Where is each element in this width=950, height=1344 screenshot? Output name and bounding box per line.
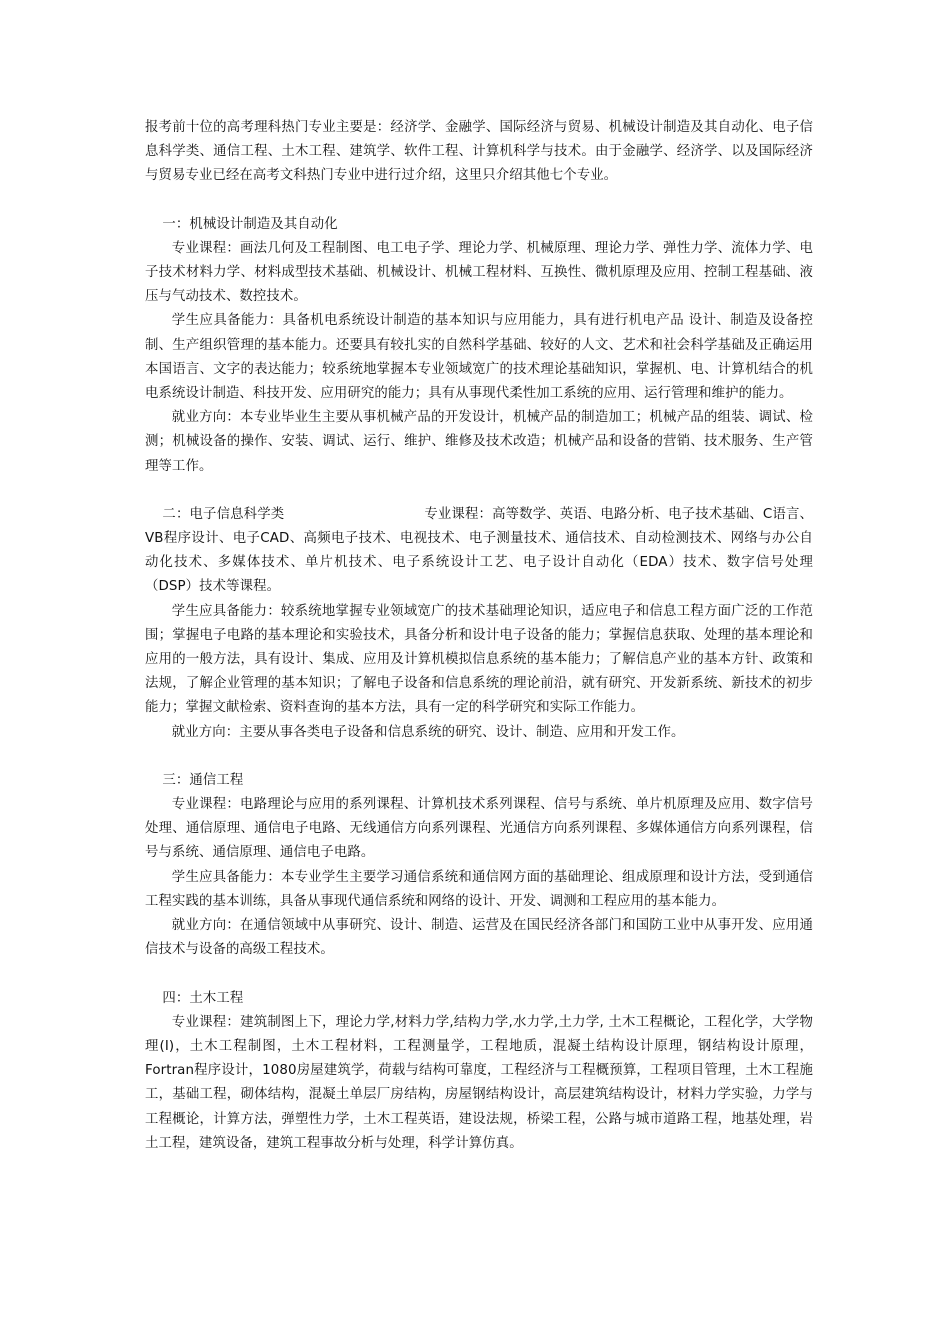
courses-civil: 专业课程：建筑制图上下，理论力学,材料力学,结构力学,水力学,土力学, 土木工程概论，工程化学，大学物理(I)，土木工程制图，土木工程材料，工程测量学，工程地质，混凝土结构设计原理，钢结构设计原理，Fortran程序设计，1080房屋建筑学，荷载与结构可靠度，工程经济与工程概预算，工程项目管理，土木工程施工，基础工程，砌体结构，混凝土单层厂房结构，房屋钢结构设计，高层建筑结构设计，材料力学实验，力学与工程概论，计算方法，弹塑性力学，土木工程英语，建设法规，桥梁工程，公路与城市道路工程，地基处理，岩土工程，建筑设备，建筑工程事故分析与处理，科学计算仿真。 <box>145 1014 813 1151</box>
section-gap <box>145 963 813 987</box>
section-gap <box>145 479 813 503</box>
abilities-telecom: 学生应具备能力：本专业学生主要学习通信系统和通信网方面的基础理论、组成原理和设计方法，受到通信工程实践的基本训练，具备从事现代通信系统和网络的设计、开发、调测和工程应用的基本能力。 <box>145 869 813 909</box>
section-gap <box>145 745 813 769</box>
courses-electronics: 专业课程：高等数学、英语、电路分析、电子技术基础、C语言、VB程序设计、电子CAD、高频电子技术、电视技术、电子测量技术、通信技术、自动检测技术、网络与办公自动化技术、多媒体技术、单片机技术、电子系统设计工艺、电子设计自动化（EDA）技术、数字信号处理（DSP）技术等课程。 <box>145 506 813 595</box>
intro-paragraph: 报考前十位的高考理科热门专业主要是：经济学、金融学、国际经济与贸易、机械设计制造及其自动化、电子信息科学类、通信工程、土木工程、建筑学、软件工程、计算机科学与技术。由于金融学、经济学、以及国际经济与贸易专业已经在高考文科热门专业中进行过介绍，这里只介绍其他七个专业。 <box>145 120 813 184</box>
career-mechanical: 就业方向：本专业毕业生主要从事机械产品的开发设计，机械产品的制造加工；机械产品的组装、调试、检测；机械设备的操作、安装、调试、运行、维护、维修及技术改造；机械产品和设备的营销、技术服务、生产管理等工作。 <box>145 410 813 474</box>
section-heading-telecom: 三：通信工程 <box>162 772 244 788</box>
abilities-electronics: 学生应具备能力：较系统地掌握专业领域宽广的技术基础理论知识，适应电子和信息工程方面广泛的工作范围；掌握电子电路的基本理论和实验技术，具备分析和设计电子设备的能力；掌握信息获取、处理的基本理论和应用的一般方法，具有设计、集成、应用及计算机模拟信息系统的基本能力；了解信息产业的基本方针、政策和法规，了解企业管理的基本知识；了解电子设备和信息系统的理论前沿，就有研究、开发新系统、新技术的初步能力；掌握文献检索、资料查询的基本方法，具有一定的科学研究和实际工作能力。 <box>145 603 813 716</box>
courses-telecom: 专业课程：电路理论与应用的系列课程、计算机技术系列课程、信号与系统、单片机原理及应用、数字信号处理、通信原理、通信电子电路、无线通信方向系列课程、光通信方向系列课程、多媒体通信方向系列课程，信号与系统、通信原理、通信电子电路。 <box>145 797 813 861</box>
section-gap <box>145 189 813 213</box>
career-electronics: 就业方向：主要从事各类电子设备和信息系统的研究、设计、制造、应用和开发工作。 <box>171 724 685 740</box>
section-heading-civil: 四：土木工程 <box>162 990 244 1006</box>
section-electronics-block <box>145 503 813 600</box>
abilities-mechanical: 学生应具备能力：具备机电系统设计制造的基本知识与应用能力，具有进行机电产品 设计、制造及设备控制、生产组织管理的基本能力。还要具有较扎实的自然科学基础、较好的人文、艺术和社会科学基础及正确运用本国语言、文字的表达能力；较系统地掌握本专业领域宽广的技术理论基础知识，掌握机、电、计算机结合的机电系统设计制造、科技开发、应用研究的能力；具有从事现代柔性加工系统的应用、运行管理和维护的能力。 <box>145 313 813 402</box>
section-heading-electronics: 二：电子信息科学类 <box>162 506 285 522</box>
courses-mechanical: 专业课程：画法几何及工程制图、电工电子学、理论力学、机械原理、理论力学、弹性力学、流体力学、电子技术材料力学、材料成型技术基础、机械设计、机械工程材料、互换性、微机原理及应用、控制工程基础、液压与气动技术、数控技术。 <box>145 240 813 305</box>
document-body <box>145 116 813 1156</box>
career-telecom: 就业方向：在通信领域中从事研究、设计、制造、运营及在国民经济各部门和国防工业中从事开发、应用通信技术与设备的高级工程技术。 <box>145 918 813 958</box>
section-heading-mechanical: 一：机械设计制造及其自动化 <box>162 216 338 232</box>
